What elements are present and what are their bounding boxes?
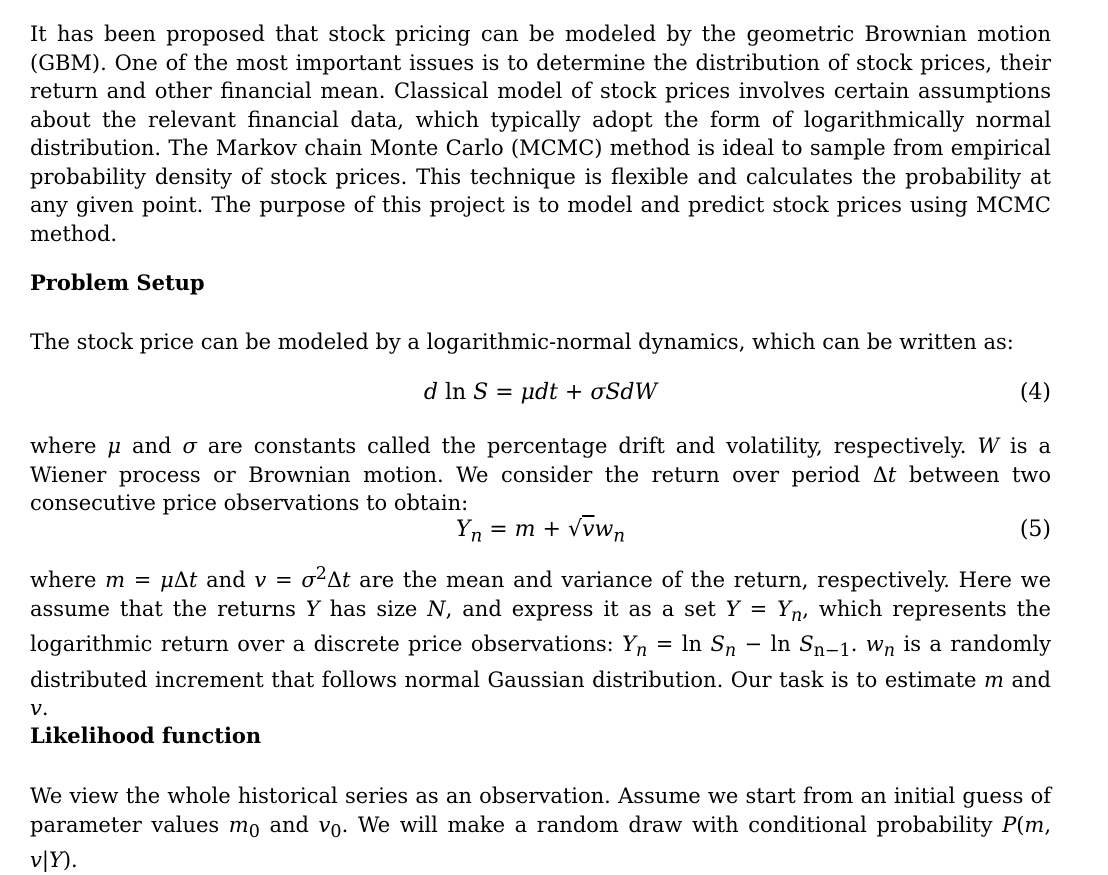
likelihood-paragraph-1: We view the whole historical series as an observation. Assume we start from an initial guess of parameter values $m_0$ and $v_0$. We will make a random draw with conditional probability P(m, v|Y).	[30, 784, 1052, 873]
equation-4-body: d ln S = μdt + σSdW	[423, 380, 658, 405]
equation-5	[30, 517, 1051, 547]
equation-5-body: $Y_n = m + √vw_n$	[455, 517, 626, 547]
equation-5-number: (5)	[1019, 517, 1051, 542]
section-heading-likelihood-function: Likelihood function	[30, 723, 262, 748]
section-heading-problem-setup: Problem Setup	[30, 270, 205, 295]
problem-setup-paragraph-3: where m = μΔt and $v = \sigma^2\Delta t$ are the mean and variance of the return, respectively. Here we assume that the returns Y has size N, and express it as a set $Y = Y_n$, which represents the logarithmic return over a discrete price observations: $Y_n = \ln S_n - \ln S_{n-1}$. $w_n$ is a randomly distributed increment that follows normal Gaussian distribution. Our task is to estimate m and v.	[30, 564, 1052, 721]
problem-setup-paragraph-2: where μ and σ are constants called the percentage drift and volatility, respectively. W is a Wiener process or Brownian motion. We consider the return over period Δt between two consecutive price observations to obtain:	[30, 434, 1052, 515]
intro-paragraph: It has been proposed that stock pricing can be modeled by the geometric Brownian motion (GBM). One of the most important issues is to determine the distribution of stock prices, their return and other financial mean. Classical model of stock prices involves certain assumptions about the relevant financial data, which typically adopt the form of logarithmically normal distribution. The Markov chain Monte Carlo (MCMC) method is ideal to sample from empirical probability density of stock prices. This technique is flexible and calculates the probability at any given point. The purpose of this project is to model and predict stock prices using MCMC method.	[30, 22, 1051, 246]
equation-4	[30, 380, 1051, 410]
equation-4-number: (4)	[1019, 380, 1051, 405]
problem-setup-paragraph-1: The stock price can be modeled by a logarithmic-normal dynamics, which can be written as:	[30, 330, 1014, 354]
